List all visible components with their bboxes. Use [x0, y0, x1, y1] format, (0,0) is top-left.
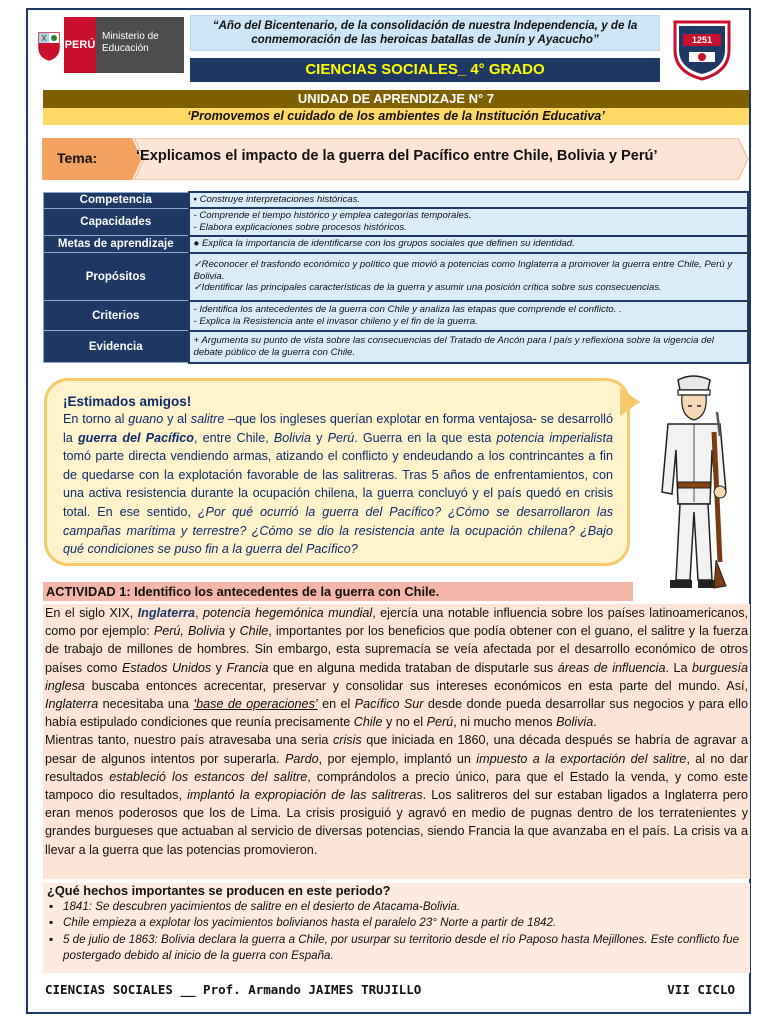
ministry-label: Ministerio de Educación — [96, 17, 184, 73]
footer-cycle: VII CICLO — [667, 982, 735, 997]
facts-list — [47, 899, 746, 965]
reading-paragraph-1: En el siglo XIX, Inglaterra, potencia hegemónica mundial, ejercía una notable influencia sobre los países latinoamericanos, como por ejemplo: Perú, Bolivia y Chile, importantes por los beneficios que podía obtener con el guano, el salitre y la fuerza de trabajo de millones de hombres. Sin embargo, esta supremacía se veía afectada por el desarrollo económico de otros países como Estados Unidos y Francia que en alguna medida trataban de disputarle sus áreas de influencia. La burguesía inglesa buscaba entonces acrecentar, preservar y consolidar sus intereses económicos en esta parte del mundo. Así, Inglaterra necesitaba una ‘base de operaciones’ en el Pacífico Sur desde donde pueda desarrollar sus negocios y para ello había estipulado condiciones que reunía precisamente Chile y no el Perú, ni mucho menos Bolivia. — [45, 606, 749, 730]
bullet-icon: ▪ — [49, 900, 54, 913]
unit-subtitle: ‘Promovemos el cuidado de los ambientes de la Institución Educativa’ — [43, 108, 749, 125]
row-key: Capacidades — [44, 208, 189, 236]
activity-title: ACTIVIDAD 1: Identifico los antecedentes de la guerra con Chile. — [43, 582, 633, 601]
row-value: + Argumenta su punto de vista sobre las consecuencias del Tratado de Ancón para l país y reflexiona sobre la vigencia del debate público de la guerra con Chile. — [189, 331, 749, 363]
ministry-logo — [34, 17, 184, 73]
row-value: ● Explica la importancia de identificarse con los grupos sociales que definen su identidad. — [189, 236, 749, 253]
soldier-illustration — [640, 372, 746, 602]
bullet-icon: ▪ — [49, 916, 54, 930]
facts-title: ¿Qué hechos importantes se producen en este periodo? — [47, 883, 391, 898]
list-item: ▪ 5 de julio de 1863: Bolivia declara la guerra a Chile, por usurpar su territorio desde el río Paposo hasta Mejillones. Este conflicto fue postergado debido al inicio de la guerra con España. — [49, 932, 740, 963]
intro-text: En torno al guano y al salitre –que los ingleses querían explotar en forma ventajosa- se desarrolló la guerra del Pacífico, entre Chile, Bolivia y Perú. Guerra en la que esta potencia imperialista tomó parte directa vendiendo armas, atizando el conflicto y endeudando a los contrincantes a fin de quedarse con la explotación favorable de las salitreras. Tras 5 años de enfrentamientos, con una activa resistencia durante la ocupación chilena, la guerra concluyó y el país quedó en crisis total. En ese sentido, ¿Por qué ocurrió la guerra del Pacífico? ¿Cómo se desarrollaron las campañas marítima y terrestre? ¿Cómo se dio la resistencia ante la ocupación chilena? ¿Bajo qué condiciones se puso fin a la guerra del Pacífico? — [63, 412, 613, 557]
row-key: Propósitos — [44, 253, 189, 301]
row-key: Evidencia — [44, 331, 189, 363]
facts-section — [43, 883, 750, 973]
intro-greeting: ¡Estimados amigos! — [63, 394, 192, 409]
year-motto: “Año del Bicentenario, de la consolidación de nuestra Independencia, y de la conmemoración de las heroicas batallas de Junín y Ayacucho” — [190, 15, 660, 51]
badge-number: 1251 — [691, 35, 713, 45]
table-row — [44, 253, 749, 301]
table-row — [44, 331, 749, 363]
row-value: - Identifica los antecedentes de la guerra con Chile y analiza las etapas que comprende el conflicto. . - Explica la Resistencia ante el invasor chileno y el fin de la guerra. — [189, 301, 749, 331]
theme-label: Tema: — [57, 150, 98, 166]
table-row — [44, 236, 749, 253]
school-badge-icon — [669, 16, 735, 82]
row-key: Criterios — [44, 301, 189, 331]
country-label: PERÚ — [64, 17, 96, 73]
bubble-tail — [620, 388, 640, 416]
row-key: Competencia — [44, 192, 189, 208]
table-row — [44, 301, 749, 331]
info-table — [43, 191, 749, 364]
intro-bubble — [44, 378, 630, 566]
reading-paragraph-2: Mientras tanto, nuestro país atravesaba una seria crisis que iniciada en 1860, una década después se habría de agravar a pesar de algunos intentos por superarla. Pardo, por ejemplo, implantó un impuesto a la exportación del salitre, al no dar resultados estableció los estancos del salitre, comprándolos a precio único, para que el Estado la venda, y como este tampoco dio resultados, implantó la expropiación de las salitreras. Los salitreros del sur estaban ligados a Inglaterra pero eran menos poderosos que los de Lima. La crisis prosiguió y agravó en medio de pugnas dentro de los terratenientes y grandes burgueses que actuaban al servicio de diversas potencias, siendo Francia la que avanzaba en el país. La crisis va a llevar a la guerra que las potencias promovieron. — [45, 733, 748, 857]
row-value: - Comprende el tiempo histórico y emplea categorías temporales. - Elabora explicaciones sobre procesos históricos. — [189, 208, 749, 236]
theme-text: ‘Explicamos el impacto de la guerra del Pacífico entre Chile, Bolivia y Perú’ — [136, 148, 658, 164]
table-row — [44, 192, 749, 208]
row-value: ✓Reconocer el trasfondo económico y político que movió a potencias como Inglaterra a promover la guerra entre Chile, Perú y Bolivia. ✓Identificar las principales características de la guerra y asumir una posición crítica sobre sus consecuencias. — [189, 253, 749, 301]
row-value: ▪ Construye interpretaciones históricas. — [189, 192, 749, 208]
footer-author: CIENCIAS SOCIALES __ Prof. Armando JAIMES TRUJILLO — [45, 982, 422, 997]
course-title: CIENCIAS SOCIALES_ 4° GRADO — [190, 58, 660, 82]
list-item: ▪ 1841: Se descubren yacimientos de salitre en el desierto de Atacama-Bolivia. — [47, 899, 746, 915]
row-key: Metas de aprendizaje — [44, 236, 189, 253]
reading-text — [43, 604, 750, 879]
coat-of-arms-icon — [34, 17, 64, 73]
table-row — [44, 208, 749, 236]
bullet-icon: ▪ — [49, 932, 54, 946]
unit-title: UNIDAD DE APRENDIZAJE N° 7 — [43, 90, 749, 108]
list-item: ▪ Chile empieza a explotar los yacimientos bolivianos hasta el paralelo 23° Norte a partir de 1842. — [47, 915, 746, 931]
